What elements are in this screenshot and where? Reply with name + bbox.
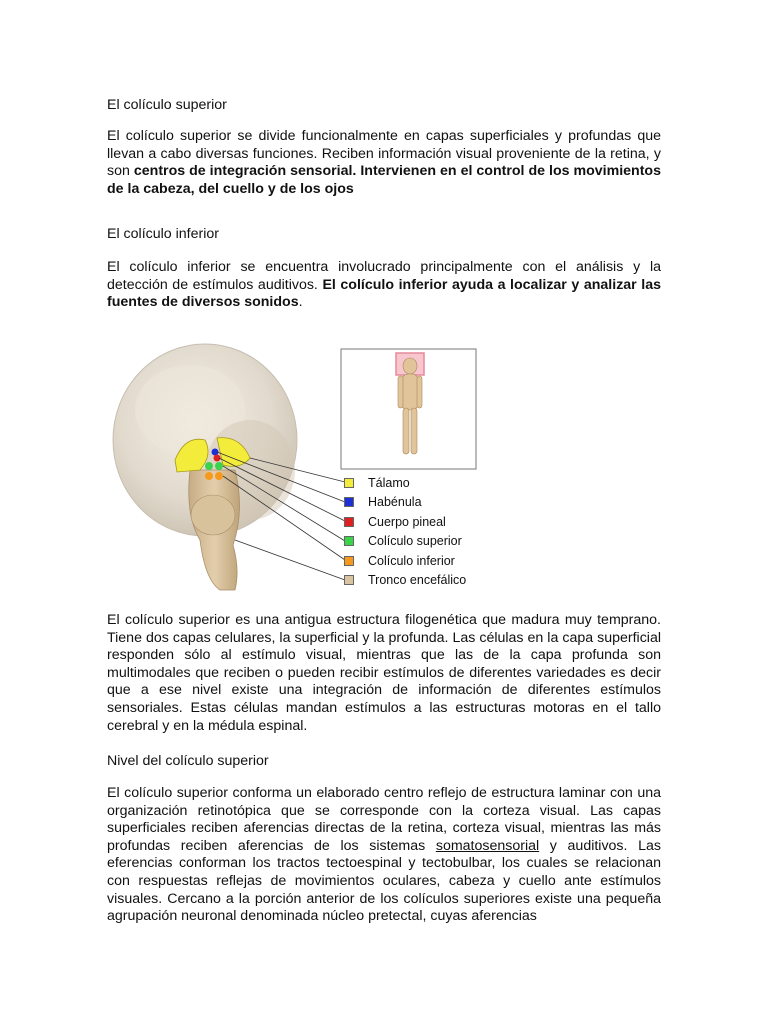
paragraph-bold-text: centros de integración sensorial. Intervienen en el control de los movimientos de la cabeza, del cuello y de los ojos bbox=[107, 163, 661, 197]
paragraph-end: . bbox=[298, 294, 303, 311]
legend-label: Cuerpo pineal bbox=[368, 515, 446, 529]
legend-label: Colículo inferior bbox=[368, 554, 455, 568]
legend-swatch bbox=[344, 478, 354, 488]
paragraph-bold-text: El colículo inferior ayuda a localizar y analizar las fuentes de diversos sonidos bbox=[107, 276, 661, 311]
paragraph-text: El colículo superior se divide funcionalmente en capas superficiales y profundas que llevan a cabo diversas funciones. Reciben información visual proveniente de la retina, y son bbox=[107, 128, 661, 180]
underlined-term: somatosensorial bbox=[435, 837, 540, 854]
heading-colículo-inferior: El colículo inferior bbox=[107, 226, 219, 242]
legend-swatch bbox=[344, 497, 354, 507]
heading-colículo-superior: El colículo superior bbox=[107, 97, 227, 113]
legend-label: Tálamo bbox=[368, 476, 410, 490]
legend-swatch bbox=[344, 556, 354, 566]
legend-item-talamo bbox=[344, 475, 410, 491]
legend-item-tronco-encefalico bbox=[344, 572, 466, 588]
paragraph-colículo-superior bbox=[107, 128, 661, 198]
legend-swatch bbox=[344, 517, 354, 527]
legend-label: Tronco encefálico bbox=[368, 573, 467, 587]
heading-nivel-coliculo-superior: Nivel del colículo superior bbox=[107, 753, 269, 769]
legend-item-cuerpo-pineal bbox=[344, 514, 446, 530]
paragraph-text: El colículo superior conforma un elaborado centro reflejo de estructura laminar con una organización retinotópica que se corresponde con la corteza visual. Las capas superficiales reciben aferencias directas de la retina, corteza visual, mientras las más profundas reciben aferencias de los sistemas bbox=[107, 785, 661, 854]
legend-item-coliculo-superior bbox=[344, 533, 462, 549]
legend-label: Habénula bbox=[368, 495, 422, 509]
legend-swatch bbox=[344, 536, 354, 546]
legend-swatch bbox=[344, 575, 354, 585]
paragraph-text: El colículo inferior se encuentra involucrado principalmente con el análisis y la detección de estímulos auditivos. bbox=[107, 259, 661, 293]
paragraph-colículo-inferior bbox=[107, 259, 661, 312]
paragraph-nivel-coliculo-superior bbox=[107, 785, 661, 926]
legend-item-habenula bbox=[344, 494, 422, 510]
legend-label: Colículo superior bbox=[368, 534, 462, 548]
paragraph-text-cont: y auditivos. Las eferencias conforman los tractos tectoespinal y tectobulbar, los cuales se relacionan con respuestas reflejas de movimientos oculares, cabeza y cuello ante estímulos visuales. Cercano a la porción anterior de los colículos superiores existe una pequeña agrupación neuronal denominada núcleo pretectal, cuyas aferencias bbox=[107, 837, 661, 925]
legend-item-coliculo-inferior bbox=[344, 553, 455, 569]
paragraph-estructura-filogenetica: El colículo superior es una antigua estructura filogenética que madura muy temprano. Tiene dos capas celulares, la superficial y la profunda. Las células en la capa superficial responden sólo al estímulo visual, mientras que las de la capa profunda son multimodales que reciben o pueden recibir estímulos de diferentes variedades es decir que a ese nivel existe una integración de información de diferentes estímulos sensoriales. Estas células mandan estímulos a las estructuras motoras en el tallo cerebral y en la médula espinal. bbox=[107, 612, 661, 734]
